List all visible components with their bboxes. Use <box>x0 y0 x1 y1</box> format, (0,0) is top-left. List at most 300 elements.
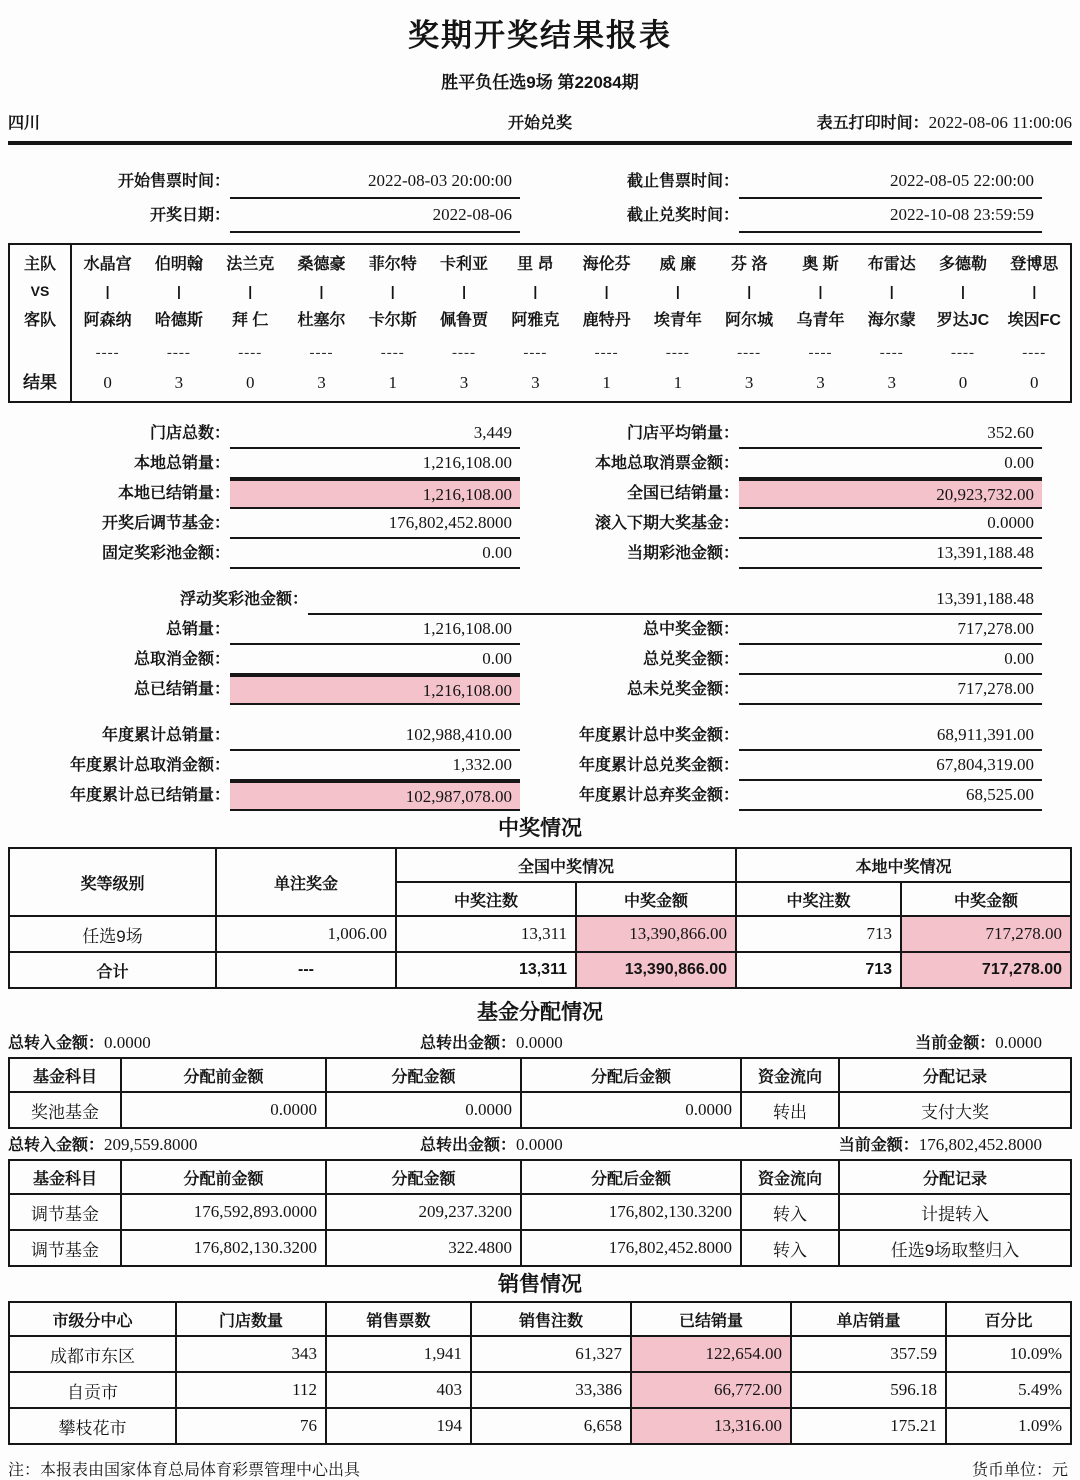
field-label: 年度累计总兑奖金额： <box>578 757 739 774</box>
match-result-value: 3 <box>459 373 469 392</box>
match-vs-bar: | <box>675 283 680 299</box>
match-result-value: 0 <box>103 373 112 392</box>
city-center-cell: 自贡市 <box>9 1372 176 1408</box>
bet-count-cell: 33,386 <box>471 1372 631 1408</box>
status-label: 开始兑奖 <box>507 114 572 132</box>
total-in <box>8 1137 198 1154</box>
local-count-cell: 713 <box>736 952 901 988</box>
field-label: 固定奖彩池金额： <box>101 545 230 562</box>
col-header: 基金科目 <box>9 1160 121 1194</box>
match-column <box>999 245 1070 401</box>
field-label: 浮动奖彩池金额： <box>179 591 308 608</box>
field-value: 1,216,108.00 <box>230 675 520 705</box>
col-header: 分配后金额 <box>521 1160 741 1194</box>
match-column <box>571 245 642 401</box>
region-label: 四川 <box>8 114 41 132</box>
field-label: 总销量： <box>165 621 230 638</box>
report-note: 注：本报表由国家体育总局体育彩票管理中心出具 <box>8 1462 361 1479</box>
current-amount-value: 176,802,452.8000 <box>918 1135 1042 1154</box>
ticket-count-cell: 1,941 <box>326 1336 471 1372</box>
settled-sales-cell: 122,654.00 <box>631 1336 791 1372</box>
match-score-dash: ---- <box>879 345 904 361</box>
form-row <box>8 449 1072 479</box>
match-home-team: 法兰克 <box>226 256 275 273</box>
field-value: 1,216,108.00 <box>230 479 520 509</box>
alloc-amount-cell: 322.4800 <box>326 1230 521 1266</box>
col-header-local: 本地中奖情况 <box>736 848 1071 882</box>
col-header: 百分比 <box>946 1302 1071 1336</box>
field-label: 本地总取消票金额： <box>594 455 739 472</box>
col-header-unit-prize: 单注奖金 <box>216 848 396 916</box>
per-shop-sales-cell: 175.21 <box>791 1408 946 1444</box>
alloc-amount-cell: 0.0000 <box>326 1092 521 1128</box>
match-column <box>714 245 785 401</box>
match-column <box>72 245 143 401</box>
form-row <box>8 165 1072 199</box>
match-away-team: 罗达JC <box>936 312 990 329</box>
match-result-value: 3 <box>887 373 896 392</box>
bet-count-cell: 6,658 <box>471 1408 631 1444</box>
field-pair <box>8 509 520 539</box>
flow-direction-cell: 转出 <box>741 1092 839 1128</box>
field-pair <box>8 675 520 705</box>
field-value: 2022-10-08 23:59:59 <box>739 199 1042 233</box>
field-pair <box>8 751 520 781</box>
shop-count-cell: 112 <box>176 1372 326 1408</box>
col-header-count: 中奖注数 <box>736 882 901 916</box>
currency-unit: 货币单位：元 <box>971 1462 1068 1479</box>
winning-table <box>8 847 1072 989</box>
per-shop-sales-cell: 596.18 <box>791 1372 946 1408</box>
flow-direction-cell: 转入 <box>741 1230 839 1266</box>
fund-subject-cell: 奖池基金 <box>9 1092 121 1128</box>
alloc-record-cell: 任选9场取整归入 <box>839 1230 1071 1266</box>
total-in-value: 0.0000 <box>104 1033 151 1052</box>
match-away-team: 卡尔斯 <box>368 312 417 329</box>
col-header-level: 奖等级别 <box>9 848 216 916</box>
field-label: 开奖日期： <box>149 207 230 224</box>
field-value: 0.00 <box>230 539 520 569</box>
match-vs-bar: | <box>462 283 466 299</box>
field-value: 13,391,188.48 <box>308 585 1042 615</box>
field-value: 13,391,188.48 <box>739 539 1042 569</box>
field-value: 1,216,108.00 <box>230 615 520 645</box>
field-pair <box>8 615 520 645</box>
match-result-value: 1 <box>388 373 398 392</box>
winning-row <box>9 952 1071 988</box>
field-pair <box>8 721 520 751</box>
match-away-team: 乌青年 <box>796 312 845 329</box>
match-column <box>856 245 927 401</box>
current-amount <box>839 1133 1042 1158</box>
winning-header-row-1 <box>9 848 1071 882</box>
stat-group <box>8 419 1072 569</box>
sales-row <box>9 1408 1071 1444</box>
national-amount-cell: 13,390,866.00 <box>576 916 736 952</box>
match-result-value: 3 <box>744 373 754 392</box>
col-header-national: 全国中奖情况 <box>396 848 736 882</box>
form-row <box>8 419 1072 449</box>
field-value: 3,449 <box>230 419 520 449</box>
city-center-cell: 攀枝花市 <box>9 1408 176 1444</box>
before-amount-cell: 176,802,130.3200 <box>121 1230 326 1266</box>
match-home-team: 多德勒 <box>939 256 988 273</box>
match-home-team: 伯明翰 <box>154 256 203 273</box>
local-count-cell: 713 <box>736 916 901 952</box>
field-value: 0.00 <box>739 449 1042 479</box>
match-result-value: 3 <box>317 373 326 392</box>
total-out <box>420 1133 563 1158</box>
field-value: 102,988,410.00 <box>230 721 520 751</box>
field-value: 2022-08-05 22:00:00 <box>739 165 1042 199</box>
after-amount-cell: 176,802,130.3200 <box>521 1194 741 1230</box>
match-away-team: 海尔蒙 <box>867 312 916 329</box>
schedule-section <box>8 165 1072 233</box>
field-value: 1,332.00 <box>230 751 520 781</box>
match-results-table <box>8 243 1072 403</box>
field-pair <box>8 165 520 199</box>
total-out-label: 总转出金额： <box>420 1137 517 1154</box>
match-result-value: 3 <box>816 373 825 392</box>
match-vs-bar: | <box>604 283 609 299</box>
percentage-cell: 5.49% <box>946 1372 1071 1408</box>
field-pair <box>8 539 520 569</box>
field-value: 2022-08-03 20:00:00 <box>230 165 520 199</box>
fund-row <box>9 1092 1071 1128</box>
match-column <box>642 245 713 401</box>
field-value: 1,216,108.00 <box>230 449 520 479</box>
match-score-dash: ---- <box>238 345 263 361</box>
winning-table-wrap <box>8 847 1072 989</box>
match-vs-bar: | <box>889 283 894 299</box>
match-column <box>286 245 357 401</box>
percentage-cell: 1.09% <box>946 1408 1071 1444</box>
field-pair <box>8 479 520 509</box>
field-label: 门店总数： <box>149 425 230 442</box>
result-row-label: 结果 <box>23 373 57 392</box>
match-vs-bar: | <box>319 283 324 299</box>
stat-group <box>8 721 1072 811</box>
field-label: 总未兑奖金额： <box>626 681 739 698</box>
match-score-dash: ---- <box>808 345 833 361</box>
fund-table <box>8 1057 1072 1129</box>
form-row <box>8 721 1072 751</box>
field-label: 总取消金额： <box>133 651 230 668</box>
fund-row <box>9 1230 1071 1266</box>
form-row <box>8 751 1072 781</box>
field-label: 年度累计总销量： <box>101 727 230 744</box>
unit-prize-cell: 1,006.00 <box>216 916 396 952</box>
field-pair <box>8 419 520 449</box>
ticket-count-cell: 194 <box>326 1408 471 1444</box>
col-header-amount: 中奖金额 <box>576 882 736 916</box>
field-value: 352.60 <box>739 419 1042 449</box>
field-value: 0.0000 <box>739 509 1042 539</box>
total-out <box>420 1031 563 1056</box>
match-vs-bar: | <box>818 283 823 299</box>
match-home-team: 菲尔特 <box>368 256 417 273</box>
fund-header-row <box>9 1058 1071 1092</box>
match-home-team: 威 廉 <box>659 256 697 273</box>
total-out-value: 0.0000 <box>516 1135 563 1154</box>
match-vs-bar: | <box>390 283 395 299</box>
flow-direction-cell: 转入 <box>741 1194 839 1230</box>
match-column <box>357 245 428 401</box>
field-value: 717,278.00 <box>739 675 1042 705</box>
match-score-dash: ---- <box>737 345 762 361</box>
per-shop-sales-cell: 357.59 <box>791 1336 946 1372</box>
field-pair <box>534 509 1042 539</box>
col-header: 分配记录 <box>839 1160 1071 1194</box>
col-header: 分配金额 <box>326 1058 521 1092</box>
winning-section-title: 中奖情况 <box>498 817 582 840</box>
form-row <box>8 539 1072 569</box>
match-vs-bar: | <box>533 283 538 299</box>
col-header-amount: 中奖金额 <box>901 882 1071 916</box>
field-pair <box>534 615 1042 645</box>
field-label: 年度累计总弃奖金额： <box>578 787 739 804</box>
print-time-label: 表五打印时间： <box>816 114 929 132</box>
match-away-team: 阿森纳 <box>83 312 132 329</box>
match-away-team: 埃因FC <box>1007 312 1061 329</box>
match-score-dash: ---- <box>166 345 191 361</box>
match-home-team: 海伦芬 <box>582 256 631 273</box>
field-pair <box>534 449 1042 479</box>
field-label: 滚入下期大奖基金： <box>594 515 739 532</box>
match-vs-bar: | <box>176 283 181 299</box>
match-away-team: 阿雅克 <box>511 312 560 329</box>
prize-level-cell: 任选9场 <box>9 916 216 952</box>
field-label: 年度累计总中奖金额： <box>578 727 739 744</box>
before-amount-cell: 176,592,893.0000 <box>121 1194 326 1230</box>
form-row <box>8 675 1072 705</box>
total-in-label: 总转入金额： <box>8 1137 105 1154</box>
report-footer <box>8 1457 1072 1480</box>
col-header: 分配前金额 <box>121 1058 326 1092</box>
field-pair <box>534 539 1042 569</box>
match-score-dash: ---- <box>523 345 548 361</box>
match-vs-bar: | <box>248 283 253 299</box>
field-pair <box>534 479 1042 509</box>
ticket-count-cell: 403 <box>326 1372 471 1408</box>
sales-header-row <box>9 1302 1071 1336</box>
field-value: 0.00 <box>739 645 1042 675</box>
field-pair <box>534 751 1042 781</box>
form-row <box>8 199 1072 233</box>
header-rule <box>8 141 1072 145</box>
col-header: 资金流向 <box>741 1160 839 1194</box>
col-header: 门店数量 <box>176 1302 326 1336</box>
form-row <box>8 615 1072 645</box>
fund-summary-row <box>8 1031 1072 1055</box>
percentage-cell: 10.09% <box>946 1336 1071 1372</box>
field-pair <box>534 675 1042 705</box>
field-label: 总中奖金额： <box>642 621 739 638</box>
field-value: 2022-08-06 <box>230 199 520 233</box>
stat-group <box>8 585 1072 705</box>
match-home-team: 芬 洛 <box>730 256 768 273</box>
match-column <box>927 245 998 401</box>
match-away-team: 埃青年 <box>653 312 702 329</box>
field-label: 总已结销量： <box>133 681 230 698</box>
field-label: 本地已结销量： <box>117 485 230 502</box>
field-label: 截止售票时间： <box>626 173 739 190</box>
match-home-team: 里 昂 <box>517 256 554 273</box>
alloc-record-cell: 计提转入 <box>839 1194 1071 1230</box>
match-score-dash: ---- <box>380 345 405 361</box>
match-result-value: 3 <box>174 373 184 392</box>
fund-header-row <box>9 1160 1071 1194</box>
field-pair <box>8 645 520 675</box>
bet-count-cell: 61,327 <box>471 1336 631 1372</box>
match-vs-bar: | <box>747 283 752 299</box>
match-score-dash: ---- <box>1022 345 1047 361</box>
match-score-dash: ---- <box>309 345 334 361</box>
field-label: 本地总销量： <box>133 455 230 472</box>
col-header: 资金流向 <box>741 1058 839 1092</box>
match-home-team: 登博思 <box>1010 256 1059 273</box>
total-in-label: 总转入金额： <box>8 1035 105 1052</box>
page-title: 奖期开奖结果报表 <box>408 18 672 53</box>
prize-level-cell: 合计 <box>9 952 216 988</box>
match-score-dash: ---- <box>452 345 477 361</box>
before-amount-cell: 0.0000 <box>121 1092 326 1128</box>
match-column <box>785 245 856 401</box>
national-count-cell: 13,311 <box>396 952 576 988</box>
current-amount-value: 0.0000 <box>995 1033 1042 1052</box>
sales-section-title: 销售情况 <box>498 1273 582 1296</box>
field-pair <box>8 199 520 233</box>
after-amount-cell: 0.0000 <box>521 1092 741 1128</box>
match-vs-bar: | <box>1032 283 1037 299</box>
match-vs-bar: | <box>961 283 965 299</box>
match-result-value: 1 <box>673 373 683 392</box>
vs-row-label: VS <box>30 283 50 299</box>
fund-subject-cell: 调节基金 <box>9 1230 121 1266</box>
col-header: 已结销量 <box>631 1302 791 1336</box>
col-header: 分配后金额 <box>521 1058 741 1092</box>
local-amount-cell: 717,278.00 <box>901 916 1071 952</box>
alloc-record-cell: 支付大奖 <box>839 1092 1071 1128</box>
form-row <box>8 479 1072 509</box>
funds-section-title: 基金分配情况 <box>477 1001 603 1024</box>
col-header: 分配记录 <box>839 1058 1071 1092</box>
form-row <box>8 781 1072 811</box>
field-pair <box>8 449 520 479</box>
total-in <box>8 1035 151 1052</box>
match-result-value: 0 <box>958 373 968 392</box>
match-row-labels <box>10 245 72 401</box>
settled-sales-cell: 13,316.00 <box>631 1408 791 1444</box>
total-out-value: 0.0000 <box>516 1033 563 1052</box>
match-home-team: 水晶宫 <box>83 256 132 273</box>
form-row <box>8 645 1072 675</box>
match-away-team: 拜 仁 <box>231 312 269 329</box>
field-value: 0.00 <box>230 645 520 675</box>
match-score-dash: ---- <box>594 345 619 361</box>
sales-table <box>8 1301 1072 1445</box>
form-row <box>8 585 1072 615</box>
home-row-label: 主队 <box>23 256 56 273</box>
match-home-team: 布雷达 <box>867 256 916 273</box>
field-label: 全国已结销量： <box>626 485 739 502</box>
field-pair <box>8 781 520 811</box>
match-home-team: 桑德豪 <box>297 256 346 273</box>
match-away-team: 杜塞尔 <box>297 312 346 329</box>
total-out-label: 总转出金额： <box>420 1035 517 1052</box>
page-subtitle: 胜平负任选9场 第22084期 <box>441 73 639 92</box>
match-away-team: 佩鲁贾 <box>440 312 489 329</box>
match-column <box>215 245 286 401</box>
col-header: 基金科目 <box>9 1058 121 1092</box>
col-header: 分配前金额 <box>121 1160 326 1194</box>
field-value: 20,923,732.00 <box>739 479 1042 509</box>
unit-prize-cell: --- <box>216 952 396 988</box>
winning-row <box>9 916 1071 952</box>
field-label: 年度累计总取消金额： <box>69 757 230 774</box>
city-center-cell: 成都市东区 <box>9 1336 176 1372</box>
field-pair <box>534 165 1042 199</box>
fund-subject-cell: 调节基金 <box>9 1194 121 1230</box>
national-amount-cell: 13,390,866.00 <box>576 952 736 988</box>
current-amount-label: 当前金额： <box>838 1137 919 1154</box>
field-pair <box>534 781 1042 811</box>
field-value: 102,987,078.00 <box>230 781 520 811</box>
total-in-value: 209,559.8000 <box>104 1135 198 1154</box>
field-pair <box>534 645 1042 675</box>
shop-count-cell: 343 <box>176 1336 326 1372</box>
field-label: 门店平均销量： <box>626 425 739 442</box>
sales-row <box>9 1336 1071 1372</box>
match-score-dash: ---- <box>951 345 975 361</box>
national-count-cell: 13,311 <box>396 916 576 952</box>
col-header-count: 中奖注数 <box>396 882 576 916</box>
report-page <box>0 16 1080 1480</box>
field-label: 年度累计总已结销量： <box>69 787 230 804</box>
field-label: 总兑奖金额： <box>642 651 739 668</box>
match-home-team: 卡利亚 <box>440 256 489 273</box>
funds-section <box>8 1031 1072 1267</box>
field-pair <box>534 721 1042 751</box>
current-amount-label: 当前金额： <box>915 1035 996 1052</box>
fund-table-wrap <box>8 1057 1072 1129</box>
match-result-value: 0 <box>1030 373 1039 392</box>
blank-row-label <box>10 341 70 367</box>
after-amount-cell: 176,802,452.8000 <box>521 1230 741 1266</box>
field-label: 截止兑奖时间： <box>626 207 739 224</box>
match-column <box>428 245 499 401</box>
current-amount <box>915 1031 1042 1056</box>
field-value: 67,804,319.00 <box>739 751 1042 781</box>
match-column <box>143 245 214 401</box>
match-home-team: 奥 斯 <box>802 256 839 273</box>
match-away-team: 哈德斯 <box>154 312 203 329</box>
match-score-dash: ---- <box>95 345 120 361</box>
away-row-label: 客队 <box>23 312 56 329</box>
shop-count-cell: 76 <box>176 1408 326 1444</box>
field-label: 开始售票时间： <box>117 173 230 190</box>
local-amount-cell: 717,278.00 <box>901 952 1071 988</box>
col-header: 单店销量 <box>791 1302 946 1336</box>
col-header: 市级分中心 <box>9 1302 176 1336</box>
fund-table-wrap <box>8 1159 1072 1267</box>
sales-row <box>9 1372 1071 1408</box>
match-result-value: 3 <box>531 373 540 392</box>
field-label: 开奖后调节基金： <box>101 515 230 532</box>
field-value: 68,525.00 <box>739 781 1042 811</box>
match-score-dash: ---- <box>665 345 690 361</box>
form-row <box>8 509 1072 539</box>
